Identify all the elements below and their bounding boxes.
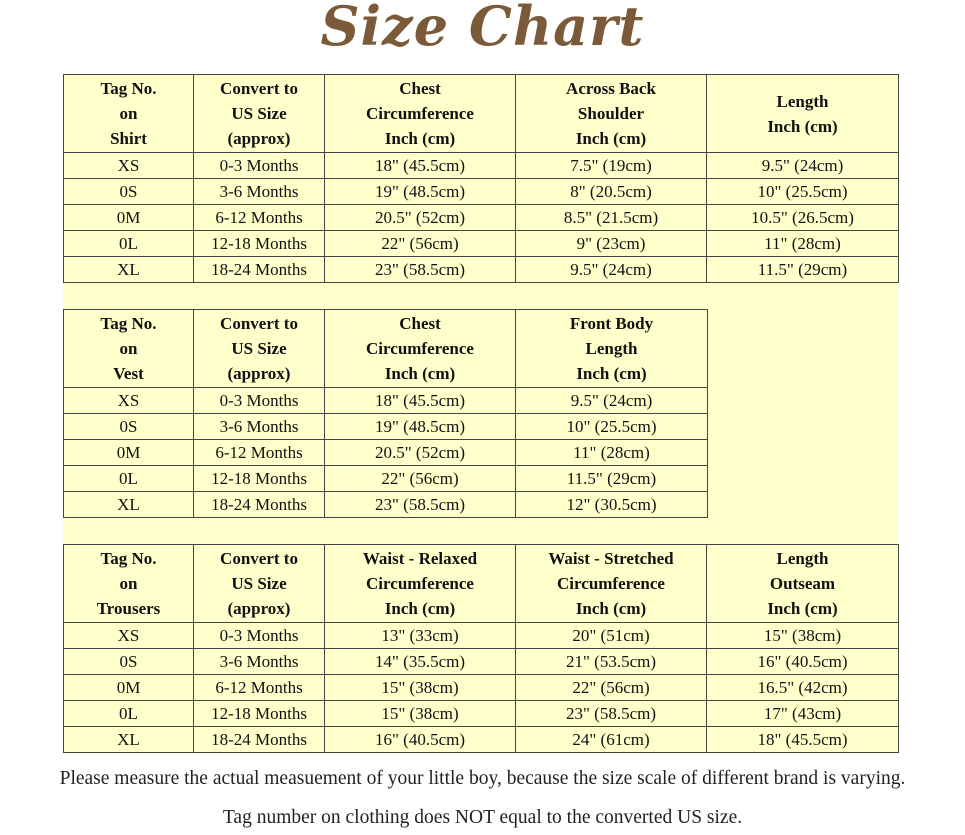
table-cell: 10" (25.5cm) xyxy=(707,179,899,205)
table-body xyxy=(64,153,899,283)
table-cell: 9.5" (24cm) xyxy=(707,153,899,179)
table-cell: 22" (56cm) xyxy=(516,675,707,701)
table-cell: 10" (25.5cm) xyxy=(516,414,708,440)
table-row xyxy=(64,466,708,492)
table-row xyxy=(64,623,899,649)
table-cell: 6-12 Months xyxy=(194,205,325,231)
table-cell: 18" (45.5cm) xyxy=(325,388,516,414)
table-header-row xyxy=(64,75,899,153)
page-title: Size Chart xyxy=(320,0,645,58)
shirt-size-table xyxy=(63,74,899,283)
table-row xyxy=(64,727,899,753)
table-body xyxy=(64,388,708,518)
table-cell: 15" (38cm) xyxy=(325,701,516,727)
tag-number-note: Tag number on clothing does NOT equal to the converted US size. xyxy=(222,807,743,828)
table-header-row xyxy=(64,310,708,388)
table-row xyxy=(64,414,708,440)
column-header: Chest Circumference Inch (cm) xyxy=(325,75,516,153)
table-cell: 9.5" (24cm) xyxy=(516,257,707,283)
table-cell: 11" (28cm) xyxy=(516,440,708,466)
table-cell: 3-6 Months xyxy=(194,649,325,675)
table-cell: 19" (48.5cm) xyxy=(325,414,516,440)
table-row xyxy=(64,492,708,518)
column-header: Convert to US Size (approx) xyxy=(194,545,325,623)
table-cell: 12-18 Months xyxy=(194,701,325,727)
table-cell: 18" (45.5cm) xyxy=(707,727,899,753)
table-cell: 0L xyxy=(64,231,194,257)
table-cell: XS xyxy=(64,623,194,649)
table-cell: 3-6 Months xyxy=(194,179,325,205)
table-row xyxy=(64,205,899,231)
column-header: Across Back Shoulder Inch (cm) xyxy=(516,75,707,153)
table-cell: 21" (53.5cm) xyxy=(516,649,707,675)
column-header: Waist - Stretched Circumference Inch (cm) xyxy=(516,545,707,623)
column-header: Convert to US Size (approx) xyxy=(194,75,325,153)
table-row xyxy=(64,257,899,283)
table-cell: 11.5" (29cm) xyxy=(707,257,899,283)
table-row xyxy=(64,440,708,466)
table-cell: 13" (33cm) xyxy=(325,623,516,649)
table-cell: 23" (58.5cm) xyxy=(325,492,516,518)
table-cell: 18-24 Months xyxy=(194,727,325,753)
table-cell: 24" (61cm) xyxy=(516,727,707,753)
table-row xyxy=(64,231,899,257)
table-cell: 9.5" (24cm) xyxy=(516,388,708,414)
table-row xyxy=(64,701,899,727)
table-cell: 0-3 Months xyxy=(194,153,325,179)
table-cell: 8.5" (21.5cm) xyxy=(516,205,707,231)
table-cell: 15" (38cm) xyxy=(707,623,899,649)
table-cell: XL xyxy=(64,727,194,753)
column-header: Convert to US Size (approx) xyxy=(194,310,325,388)
table-cell: 0M xyxy=(64,675,194,701)
table-cell: 20.5" (52cm) xyxy=(325,205,516,231)
table-cell: 0L xyxy=(64,466,194,492)
table-cell: 9" (23cm) xyxy=(516,231,707,257)
table-row xyxy=(64,153,899,179)
table-cell: 16.5" (42cm) xyxy=(707,675,899,701)
table-cell: 20" (51cm) xyxy=(516,623,707,649)
table-cell: 7.5" (19cm) xyxy=(516,153,707,179)
table-cell: 0-3 Months xyxy=(194,388,325,414)
table-cell: 0-3 Months xyxy=(194,623,325,649)
table-cell: 3-6 Months xyxy=(194,414,325,440)
vest-size-table xyxy=(63,309,708,518)
trousers-size-table xyxy=(63,544,899,753)
table-cell: 0L xyxy=(64,701,194,727)
table-cell: 16" (40.5cm) xyxy=(707,649,899,675)
table-cell: XS xyxy=(64,153,194,179)
table-cell: 22" (56cm) xyxy=(325,466,516,492)
table-cell: XS xyxy=(64,388,194,414)
table-cell: 0S xyxy=(64,649,194,675)
table-cell: 18-24 Months xyxy=(194,257,325,283)
measure-note: Please measure the actual measuement of your little boy, because the size scale of different brand is varying. xyxy=(59,768,906,789)
column-header: Chest Circumference Inch (cm) xyxy=(325,310,516,388)
table-cell: 18-24 Months xyxy=(194,492,325,518)
table-cell: 12" (30.5cm) xyxy=(516,492,708,518)
table-cell: 10.5" (26.5cm) xyxy=(707,205,899,231)
table-cell: 8" (20.5cm) xyxy=(516,179,707,205)
column-header: Waist - Relaxed Circumference Inch (cm) xyxy=(325,545,516,623)
table-cell: 18" (45.5cm) xyxy=(325,153,516,179)
column-header: Length Outseam Inch (cm) xyxy=(707,545,899,623)
column-header: Tag No. on Trousers xyxy=(64,545,194,623)
table-cell: XL xyxy=(64,492,194,518)
table-cell: 22" (56cm) xyxy=(325,231,516,257)
column-header: Front Body Length Inch (cm) xyxy=(516,310,708,388)
table-cell: 17" (43cm) xyxy=(707,701,899,727)
column-header: Tag No. on Vest xyxy=(64,310,194,388)
table-cell: 16" (40.5cm) xyxy=(325,727,516,753)
table-cell: XL xyxy=(64,257,194,283)
table-row xyxy=(64,675,899,701)
table-cell: 19" (48.5cm) xyxy=(325,179,516,205)
table-row xyxy=(64,179,899,205)
column-header: Length Inch (cm) xyxy=(707,75,899,153)
table-cell: 23" (58.5cm) xyxy=(516,701,707,727)
table-cell: 6-12 Months xyxy=(194,440,325,466)
table-cell: 11" (28cm) xyxy=(707,231,899,257)
table-row xyxy=(64,388,708,414)
table-cell: 12-18 Months xyxy=(194,466,325,492)
table-header-row xyxy=(64,545,899,623)
table-cell: 0M xyxy=(64,205,194,231)
table-cell: 6-12 Months xyxy=(194,675,325,701)
table-row xyxy=(64,649,899,675)
table-cell: 11.5" (29cm) xyxy=(516,466,708,492)
table-cell: 0S xyxy=(64,414,194,440)
table-cell: 0M xyxy=(64,440,194,466)
table-cell: 23" (58.5cm) xyxy=(325,257,516,283)
table-cell: 0S xyxy=(64,179,194,205)
table-cell: 20.5" (52cm) xyxy=(325,440,516,466)
table-cell: 12-18 Months xyxy=(194,231,325,257)
column-header: Tag No. on Shirt xyxy=(64,75,194,153)
table-cell: 14" (35.5cm) xyxy=(325,649,516,675)
table-cell: 15" (38cm) xyxy=(325,675,516,701)
table-body xyxy=(64,623,899,753)
